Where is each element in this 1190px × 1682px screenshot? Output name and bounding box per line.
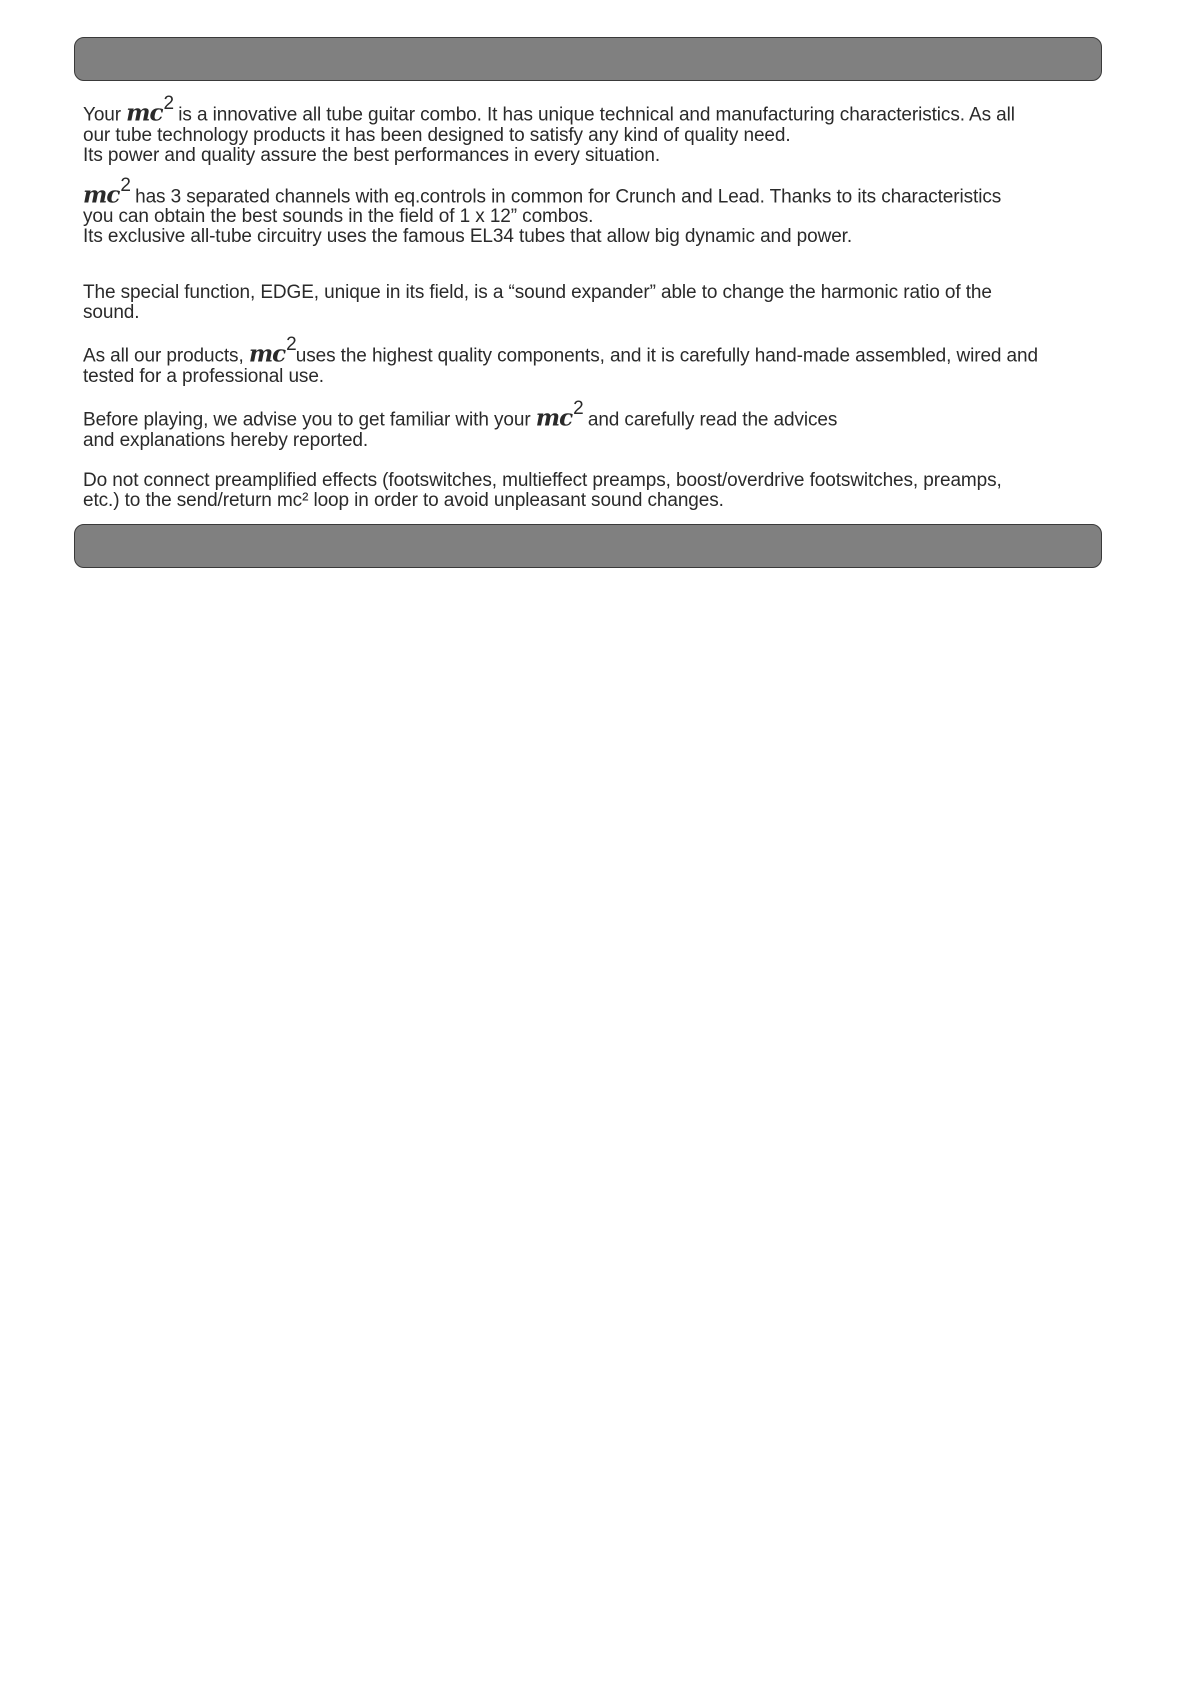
mc2-logo: $mc^2$ [248,334,296,368]
section-header-bar-bottom [74,524,1102,568]
paragraph-channels: $mc^2$ has 3 separated channels with eq.controls in common for Crunch and Lead. Thanks to its characteristics you can obtain the best sounds in the field of 1 x 12” combos. Its exclusive all-tube circuitry uses the famous EL34 tubes that allow big dynamic and power. [83,174,1002,248]
section-header-bar-top [74,37,1102,81]
paragraph-edge: The special function, EDGE, unique in its field, is a “sound expander” able to change the harmonic ratio of the sound. [83,282,992,324]
intro-text-block [83,93,1093,511]
paragraph-before-playing: Before playing, we advise you to get familiar with your $mc^2$ and carefully read the advices and explanations hereby reported. [83,397,838,451]
mc2-logo: $mc^2$ [535,397,583,432]
mc2-logo: $mc^2$ [83,174,130,209]
paragraph-quality: As all our products, $mc^2uses$ the highest quality components, and it is carefully hand-made assembled, wired and tested for a professional use. [83,334,1038,387]
paragraph-intro: Your $mc^2$ is a innovative all tube guitar combo. It has unique technical and manufacturing characteristics. As all our tube technology products it has been designed to satisfy any kind of quality need. Its power and quality assure the best performances in every situation. [83,93,1015,166]
paragraph-warning: Do not connect preamplified effects (footswitches, multieffect preamps, boost/overdrive footswitches, preamps, etc.) to the send/return mc² loop in order to avoid unpleasant sound changes. [83,469,1002,511]
mc2-logo: $mc^2$ [126,93,174,127]
